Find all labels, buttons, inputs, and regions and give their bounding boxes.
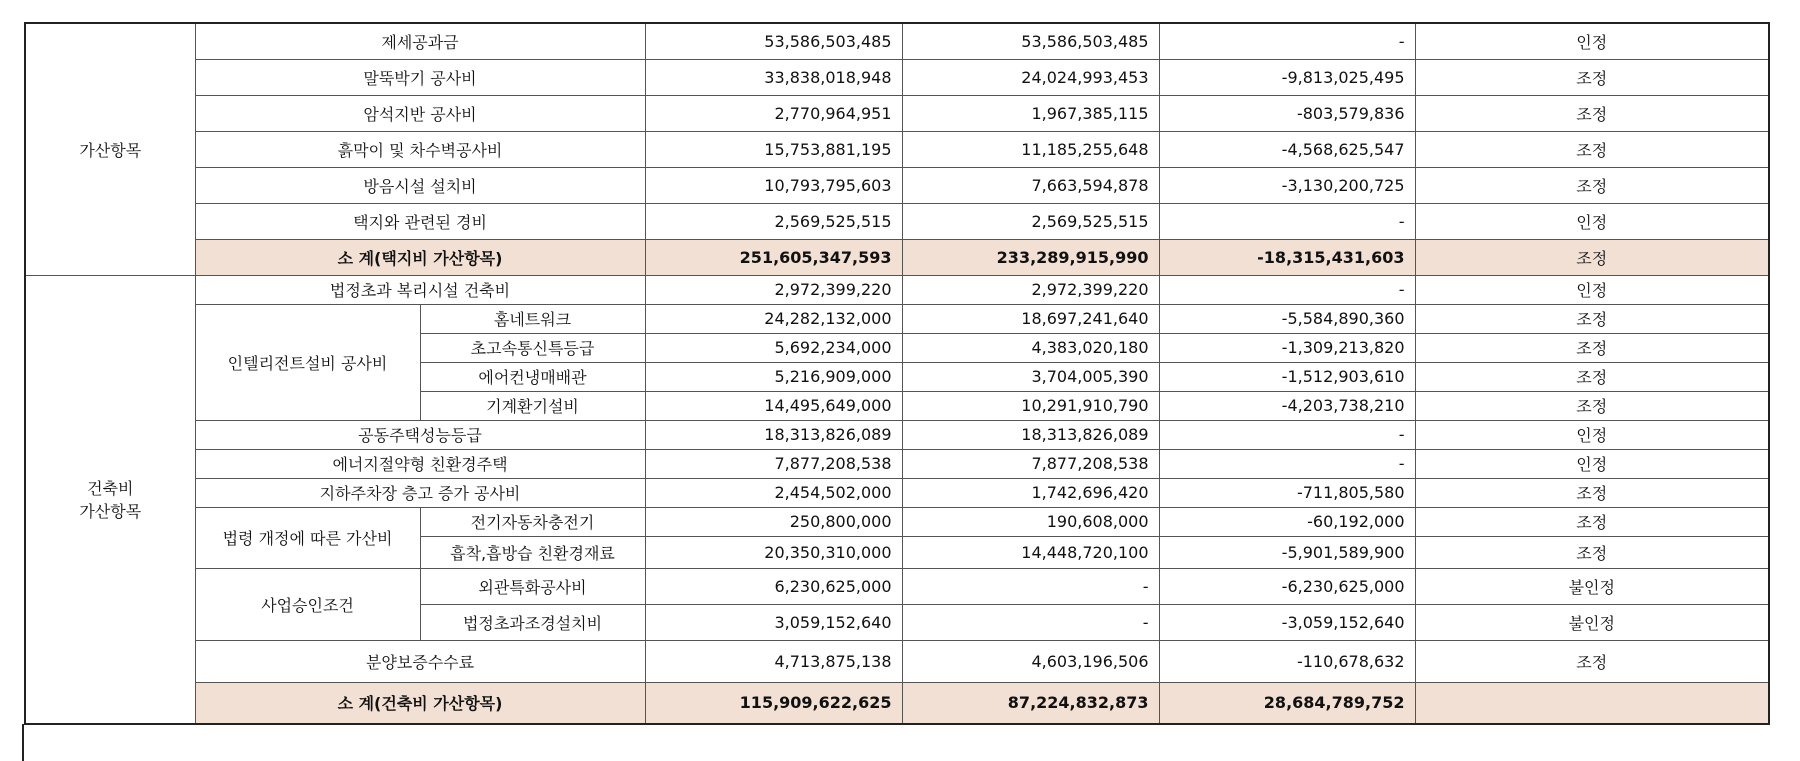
status: 인정 — [1415, 449, 1769, 478]
status: 조정 — [1415, 362, 1769, 391]
value-diff: -5,901,589,900 — [1159, 536, 1415, 568]
value-diff: -6,230,625,000 — [1159, 568, 1415, 604]
table-row — [25, 449, 1769, 478]
subtotal-row — [25, 682, 1769, 724]
status: 조정 — [1415, 478, 1769, 507]
item-name: 전기자동차충전기 — [420, 507, 645, 536]
item-name: 기계환기설비 — [420, 391, 645, 420]
table-row — [25, 568, 1769, 604]
status: 조정 — [1415, 131, 1769, 167]
value-1: 5,216,909,000 — [645, 362, 902, 391]
value-2: 2,972,399,220 — [902, 275, 1159, 304]
item-name: 흡착,흡방습 친환경재료 — [420, 536, 645, 568]
status: 인정 — [1415, 23, 1769, 59]
value-2: 7,663,594,878 — [902, 167, 1159, 203]
group-label-building — [25, 275, 195, 724]
value-diff: - — [1159, 275, 1415, 304]
subgroup-label-intelligent: 인텔리전트설비 공사비 — [195, 304, 420, 420]
subtotal-value-1: 251,605,347,593 — [645, 239, 902, 275]
value-1: 18,313,826,089 — [645, 420, 902, 449]
value-diff: -711,805,580 — [1159, 478, 1415, 507]
subtotal-label: 소 계(택지비 가산항목) — [195, 239, 645, 275]
cost-table-sheet — [24, 22, 1770, 725]
status: 조정 — [1415, 507, 1769, 536]
item-name: 에어컨냉매배관 — [420, 362, 645, 391]
value-1: 24,282,132,000 — [645, 304, 902, 333]
value-2: 18,697,241,640 — [902, 304, 1159, 333]
value-diff: -60,192,000 — [1159, 507, 1415, 536]
value-2: 2,569,525,515 — [902, 203, 1159, 239]
table-row — [25, 420, 1769, 449]
value-1: 14,495,649,000 — [645, 391, 902, 420]
value-1: 15,753,881,195 — [645, 131, 902, 167]
status: 인정 — [1415, 275, 1769, 304]
item-name: 흙막이 및 차수벽공사비 — [195, 131, 645, 167]
table-row — [25, 275, 1769, 304]
value-1: 250,800,000 — [645, 507, 902, 536]
value-1: 20,350,310,000 — [645, 536, 902, 568]
subtotal-row — [25, 239, 1769, 275]
item-name: 법정초과조경설치비 — [420, 604, 645, 640]
value-diff: -110,678,632 — [1159, 640, 1415, 682]
value-2: 24,024,993,453 — [902, 59, 1159, 95]
table-row — [25, 507, 1769, 536]
value-2: 7,877,208,538 — [902, 449, 1159, 478]
group-label-land: 가산항목 — [25, 23, 195, 275]
value-2: 53,586,503,485 — [902, 23, 1159, 59]
status: 인정 — [1415, 203, 1769, 239]
value-2: - — [902, 604, 1159, 640]
item-name: 초고속통신특등급 — [420, 333, 645, 362]
value-1: 2,770,964,951 — [645, 95, 902, 131]
value-diff: -4,203,738,210 — [1159, 391, 1415, 420]
item-name: 분양보증수수료 — [195, 640, 645, 682]
subgroup-label-approval: 사업승인조건 — [195, 568, 420, 640]
value-2: 10,291,910,790 — [902, 391, 1159, 420]
status: 인정 — [1415, 420, 1769, 449]
value-diff: -3,130,200,725 — [1159, 167, 1415, 203]
value-1: 2,569,525,515 — [645, 203, 902, 239]
status: 조정 — [1415, 167, 1769, 203]
value-2: 4,603,196,506 — [902, 640, 1159, 682]
subtotal-value-1: 115,909,622,625 — [645, 682, 902, 724]
subgroup-label-law: 법령 개정에 따른 가산비 — [195, 507, 420, 568]
group-label-line2: 가산항목 — [79, 502, 142, 522]
status: 조정 — [1415, 59, 1769, 95]
item-name: 공동주택성능등급 — [195, 420, 645, 449]
table-row — [25, 131, 1769, 167]
value-2: 1,967,385,115 — [902, 95, 1159, 131]
value-1: 53,586,503,485 — [645, 23, 902, 59]
status: 조정 — [1415, 95, 1769, 131]
status: 조정 — [1415, 333, 1769, 362]
table-row — [25, 167, 1769, 203]
subtotal-status: 조정 — [1415, 239, 1769, 275]
item-name: 말뚝박기 공사비 — [195, 59, 645, 95]
value-diff: -1,512,903,610 — [1159, 362, 1415, 391]
group-label-line1: 건축비 — [87, 479, 134, 499]
table-row — [25, 478, 1769, 507]
value-2: 11,185,255,648 — [902, 131, 1159, 167]
value-diff: -4,568,625,547 — [1159, 131, 1415, 167]
value-diff: - — [1159, 449, 1415, 478]
value-diff: -5,584,890,360 — [1159, 304, 1415, 333]
item-name: 택지와 관련된 경비 — [195, 203, 645, 239]
table-row — [25, 304, 1769, 333]
value-1: 6,230,625,000 — [645, 568, 902, 604]
item-name: 암석지반 공사비 — [195, 95, 645, 131]
table-row — [25, 23, 1769, 59]
value-2: 14,448,720,100 — [902, 536, 1159, 568]
subtotal-status — [1415, 682, 1769, 724]
item-name: 홈네트워크 — [420, 304, 645, 333]
value-diff: -9,813,025,495 — [1159, 59, 1415, 95]
value-diff: - — [1159, 203, 1415, 239]
subtotal-value-diff: -18,315,431,603 — [1159, 239, 1415, 275]
item-name: 방음시설 설치비 — [195, 167, 645, 203]
item-name: 법정초과 복리시설 건축비 — [195, 275, 645, 304]
subtotal-value-2: 233,289,915,990 — [902, 239, 1159, 275]
value-1: 3,059,152,640 — [645, 604, 902, 640]
status: 조정 — [1415, 391, 1769, 420]
subtotal-value-diff: 28,684,789,752 — [1159, 682, 1415, 724]
value-1: 2,454,502,000 — [645, 478, 902, 507]
cost-table — [24, 22, 1770, 725]
value-2: - — [902, 568, 1159, 604]
table-row — [25, 95, 1769, 131]
value-1: 5,692,234,000 — [645, 333, 902, 362]
status: 조정 — [1415, 304, 1769, 333]
value-1: 10,793,795,603 — [645, 167, 902, 203]
value-2: 4,383,020,180 — [902, 333, 1159, 362]
value-diff: -803,579,836 — [1159, 95, 1415, 131]
value-2: 18,313,826,089 — [902, 420, 1159, 449]
value-1: 33,838,018,948 — [645, 59, 902, 95]
value-diff: - — [1159, 420, 1415, 449]
table-row — [25, 640, 1769, 682]
value-1: 7,877,208,538 — [645, 449, 902, 478]
status: 조정 — [1415, 536, 1769, 568]
status: 조정 — [1415, 640, 1769, 682]
table-row — [25, 59, 1769, 95]
value-diff: - — [1159, 23, 1415, 59]
value-diff: -3,059,152,640 — [1159, 604, 1415, 640]
item-name: 에너지절약형 친환경주택 — [195, 449, 645, 478]
item-name: 지하주차장 층고 증가 공사비 — [195, 478, 645, 507]
page-edge-line — [22, 724, 24, 761]
subtotal-value-2: 87,224,832,873 — [902, 682, 1159, 724]
table-row — [25, 203, 1769, 239]
value-diff: -1,309,213,820 — [1159, 333, 1415, 362]
value-2: 190,608,000 — [902, 507, 1159, 536]
value-1: 2,972,399,220 — [645, 275, 902, 304]
value-2: 1,742,696,420 — [902, 478, 1159, 507]
status: 불인정 — [1415, 568, 1769, 604]
value-1: 4,713,875,138 — [645, 640, 902, 682]
item-name: 제세공과금 — [195, 23, 645, 59]
subtotal-label: 소 계(건축비 가산항목) — [195, 682, 645, 724]
item-name: 외관특화공사비 — [420, 568, 645, 604]
value-2: 3,704,005,390 — [902, 362, 1159, 391]
status: 불인정 — [1415, 604, 1769, 640]
